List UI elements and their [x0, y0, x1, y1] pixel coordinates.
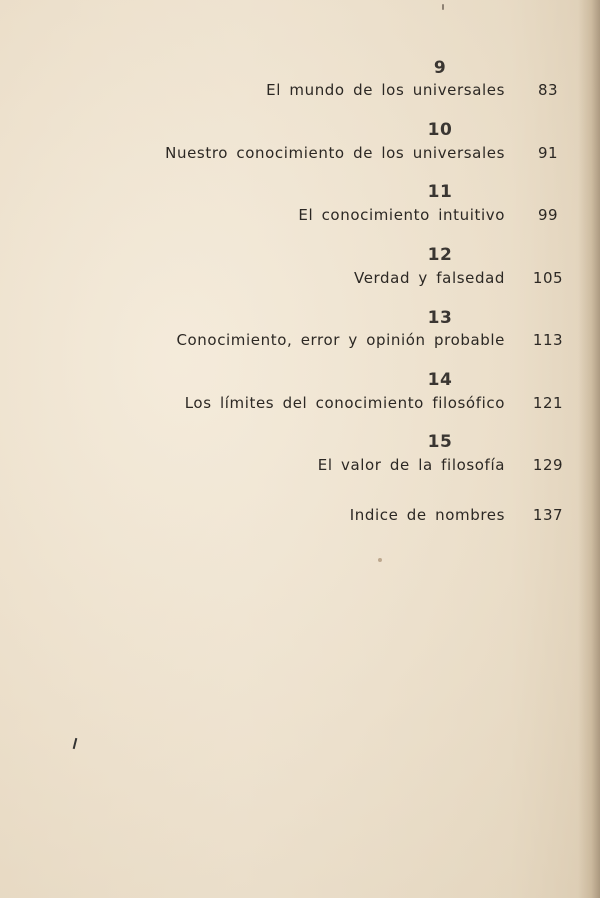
chapter-number: 15	[427, 432, 453, 452]
index-title: Indice de nombres	[349, 506, 505, 524]
chapter-page: 129	[532, 456, 564, 474]
chapter-number: 11	[427, 182, 453, 202]
chapter-number: 10	[427, 120, 453, 140]
chapter-title: El mundo de los universales	[266, 81, 505, 99]
chapter-number: 14	[427, 370, 453, 390]
chapter-title: Los límites del conocimiento filosófico	[184, 394, 505, 412]
index-page: 137	[532, 506, 564, 524]
chapter-number: 12	[427, 245, 453, 265]
chapter-page: 113	[532, 331, 564, 349]
chapter-number: 9	[433, 58, 447, 78]
chapter-page: 91	[537, 144, 559, 162]
chapter-page: 121	[532, 394, 564, 412]
chapter-number: 13	[427, 308, 453, 328]
chapter-title: Verdad y falsedad	[354, 269, 505, 287]
paper-speck	[442, 4, 444, 10]
chapter-page: 83	[537, 81, 559, 99]
chapter-page: 99	[537, 206, 559, 224]
chapter-page: 105	[532, 269, 564, 287]
chapter-title: Conocimiento, error y opinión probable	[176, 331, 505, 349]
paper-speck	[378, 558, 382, 562]
chapter-title: El valor de la filosofía	[317, 456, 505, 474]
chapter-title: Nuestro conocimiento de los universales	[165, 144, 505, 162]
chapter-title: El conocimiento intuitivo	[298, 206, 505, 224]
